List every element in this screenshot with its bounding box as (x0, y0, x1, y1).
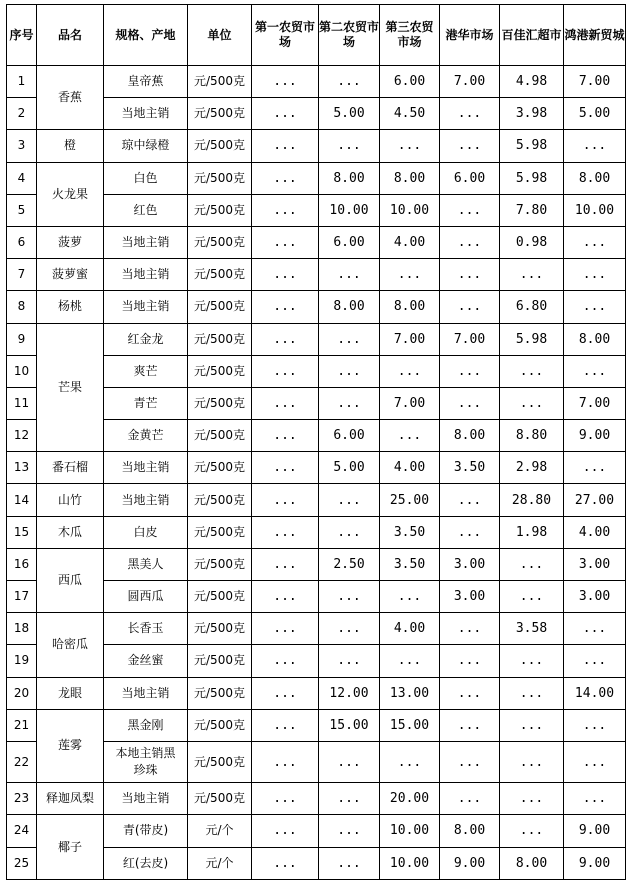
cell-price: 9.00 (440, 847, 500, 879)
cell-product: 橙 (37, 130, 104, 162)
cell-price: ... (252, 323, 319, 355)
cell-spec: 红金龙 (104, 323, 188, 355)
table-row (7, 484, 626, 516)
cell-price: 12.00 (319, 677, 380, 709)
cell-price: ... (252, 226, 319, 258)
cell-unit: 元/500克 (188, 387, 252, 419)
cell-product: 番石榴 (37, 452, 104, 484)
cell-price: 27.00 (564, 484, 626, 516)
table-row (7, 130, 626, 162)
cell-index: 16 (7, 548, 37, 580)
cell-price: 7.00 (380, 387, 440, 419)
table-row (7, 323, 626, 355)
cell-price: ... (252, 355, 319, 387)
cell-spec: 白皮 (104, 516, 188, 548)
cell-price: ... (252, 645, 319, 677)
cell-index: 11 (7, 387, 37, 419)
cell-price: 3.50 (380, 548, 440, 580)
header-cell: 规格、产地 (104, 5, 188, 66)
cell-price: 15.00 (319, 709, 380, 741)
cell-price: ... (252, 259, 319, 291)
cell-price: ... (500, 355, 564, 387)
cell-unit: 元/500克 (188, 484, 252, 516)
table-row (7, 162, 626, 194)
cell-price: 6.00 (380, 66, 440, 98)
cell-price: 4.00 (380, 226, 440, 258)
cell-price: 8.00 (564, 323, 626, 355)
cell-unit: 元/500克 (188, 130, 252, 162)
cell-price: 20.00 (380, 783, 440, 815)
cell-price: 3.00 (440, 548, 500, 580)
cell-spec: 琼中绿橙 (104, 130, 188, 162)
cell-product: 山竹 (37, 484, 104, 516)
table-row (7, 291, 626, 323)
cell-unit: 元/500克 (188, 66, 252, 98)
cell-index: 17 (7, 581, 37, 613)
cell-price: 3.98 (500, 98, 564, 130)
cell-spec: 当地主销 (104, 259, 188, 291)
cell-price: 8.00 (380, 162, 440, 194)
cell-spec: 青芒 (104, 387, 188, 419)
cell-price: ... (500, 741, 564, 782)
cell-price: 8.00 (440, 815, 500, 847)
cell-product: 椰子 (37, 815, 104, 880)
cell-price: ... (440, 259, 500, 291)
cell-price: ... (319, 66, 380, 98)
cell-price: ... (440, 98, 500, 130)
cell-spec: 当地主销 (104, 484, 188, 516)
cell-price: ... (500, 709, 564, 741)
cell-price: 14.00 (564, 677, 626, 709)
cell-spec: 当地主销 (104, 291, 188, 323)
cell-index: 8 (7, 291, 37, 323)
cell-price: 5.98 (500, 162, 564, 194)
cell-price: 1.98 (500, 516, 564, 548)
cell-price: 9.00 (564, 420, 626, 452)
cell-price: ... (564, 259, 626, 291)
cell-spec: 黑金刚 (104, 709, 188, 741)
cell-unit: 元/500克 (188, 162, 252, 194)
cell-price: ... (440, 194, 500, 226)
cell-index: 14 (7, 484, 37, 516)
header-cell: 第一农贸市场 (252, 5, 319, 66)
cell-price: ... (440, 645, 500, 677)
cell-index: 15 (7, 516, 37, 548)
cell-price: 5.98 (500, 323, 564, 355)
cell-price: ... (252, 194, 319, 226)
cell-price: ... (500, 783, 564, 815)
cell-price: 7.00 (564, 66, 626, 98)
cell-index: 20 (7, 677, 37, 709)
table-row (7, 548, 626, 580)
cell-price: ... (252, 548, 319, 580)
cell-price: 5.00 (319, 452, 380, 484)
cell-price: ... (319, 323, 380, 355)
table-body (7, 66, 626, 880)
header-cell: 品名 (37, 5, 104, 66)
cell-product: 菠萝蜜 (37, 259, 104, 291)
cell-price: ... (564, 291, 626, 323)
cell-price: 8.00 (319, 162, 380, 194)
cell-price: 2.50 (319, 548, 380, 580)
cell-price: ... (252, 420, 319, 452)
cell-product: 杨桃 (37, 291, 104, 323)
cell-spec: 白色 (104, 162, 188, 194)
cell-price: 3.50 (380, 516, 440, 548)
cell-price: ... (440, 387, 500, 419)
cell-unit: 元/500克 (188, 420, 252, 452)
cell-spec: 当地主销 (104, 677, 188, 709)
cell-price: 10.00 (380, 194, 440, 226)
cell-price: ... (440, 291, 500, 323)
cell-price: 3.00 (564, 581, 626, 613)
cell-price: ... (380, 741, 440, 782)
cell-price: 4.50 (380, 98, 440, 130)
cell-price: ... (440, 484, 500, 516)
cell-product: 香蕉 (37, 66, 104, 130)
cell-price: ... (252, 741, 319, 782)
cell-price: ... (252, 677, 319, 709)
cell-price: 9.00 (564, 847, 626, 879)
cell-spec: 长香玉 (104, 613, 188, 645)
cell-price: ... (564, 783, 626, 815)
cell-unit: 元/500克 (188, 291, 252, 323)
cell-price: 5.00 (319, 98, 380, 130)
cell-spec: 爽芒 (104, 355, 188, 387)
cell-index: 23 (7, 783, 37, 815)
cell-price: ... (252, 815, 319, 847)
cell-price: 10.00 (380, 815, 440, 847)
cell-unit: 元/500克 (188, 194, 252, 226)
cell-price: ... (440, 355, 500, 387)
cell-price: ... (252, 484, 319, 516)
table-row (7, 709, 626, 741)
cell-index: 7 (7, 259, 37, 291)
header-cell: 单位 (188, 5, 252, 66)
cell-price: ... (500, 548, 564, 580)
cell-spec: 金丝蜜 (104, 645, 188, 677)
cell-price: ... (252, 847, 319, 879)
cell-spec: 金黄芒 (104, 420, 188, 452)
cell-price: ... (500, 259, 564, 291)
cell-unit: 元/500克 (188, 226, 252, 258)
cell-price: 7.00 (440, 323, 500, 355)
cell-price: ... (319, 645, 380, 677)
cell-price: ... (440, 516, 500, 548)
cell-spec: 当地主销 (104, 98, 188, 130)
cell-price: ... (564, 645, 626, 677)
cell-price: ... (564, 355, 626, 387)
cell-price: ... (319, 741, 380, 782)
cell-price: ... (252, 98, 319, 130)
cell-price: ... (380, 355, 440, 387)
cell-index: 21 (7, 709, 37, 741)
cell-price: 6.00 (319, 420, 380, 452)
cell-price: ... (440, 226, 500, 258)
cell-spec: 当地主销 (104, 452, 188, 484)
cell-price: ... (252, 387, 319, 419)
cell-price: ... (440, 709, 500, 741)
cell-unit: 元/500克 (188, 645, 252, 677)
table-row (7, 516, 626, 548)
cell-price: ... (319, 613, 380, 645)
cell-price: 3.58 (500, 613, 564, 645)
cell-index: 19 (7, 645, 37, 677)
table-row (7, 66, 626, 98)
cell-unit: 元/500克 (188, 355, 252, 387)
cell-price: 13.00 (380, 677, 440, 709)
cell-unit: 元/500克 (188, 323, 252, 355)
cell-index: 4 (7, 162, 37, 194)
cell-price: ... (440, 741, 500, 782)
cell-price: ... (252, 66, 319, 98)
cell-spec: 圆西瓜 (104, 581, 188, 613)
table-row (7, 783, 626, 815)
cell-price: 8.00 (564, 162, 626, 194)
cell-price: ... (440, 613, 500, 645)
cell-price: ... (319, 847, 380, 879)
cell-price: ... (252, 613, 319, 645)
cell-price: 25.00 (380, 484, 440, 516)
cell-price: ... (440, 677, 500, 709)
cell-unit: 元/500克 (188, 581, 252, 613)
cell-price: ... (440, 130, 500, 162)
cell-price: ... (319, 387, 380, 419)
header-cell: 百佳汇超市 (500, 5, 564, 66)
cell-index: 3 (7, 130, 37, 162)
cell-price: ... (440, 783, 500, 815)
cell-price: ... (564, 709, 626, 741)
table-row (7, 226, 626, 258)
cell-index: 24 (7, 815, 37, 847)
header-cell: 第二农贸市场 (319, 5, 380, 66)
cell-price: 7.80 (500, 194, 564, 226)
cell-price: 10.00 (564, 194, 626, 226)
cell-unit: 元/个 (188, 815, 252, 847)
header-cell: 第三农贸市场 (380, 5, 440, 66)
cell-price: ... (319, 130, 380, 162)
cell-index: 2 (7, 98, 37, 130)
cell-price: ... (500, 387, 564, 419)
table-row (7, 613, 626, 645)
cell-price: ... (564, 226, 626, 258)
cell-spec: 红色 (104, 194, 188, 226)
header-row (7, 5, 626, 66)
cell-unit: 元/500克 (188, 516, 252, 548)
cell-product: 火龙果 (37, 162, 104, 226)
cell-spec: 当地主销 (104, 226, 188, 258)
cell-price: ... (564, 452, 626, 484)
cell-price: 0.98 (500, 226, 564, 258)
cell-price: ... (252, 162, 319, 194)
cell-spec: 皇帝蕉 (104, 66, 188, 98)
cell-unit: 元/500克 (188, 783, 252, 815)
cell-price: ... (252, 783, 319, 815)
cell-price: ... (500, 677, 564, 709)
cell-index: 12 (7, 420, 37, 452)
cell-index: 6 (7, 226, 37, 258)
cell-unit: 元/个 (188, 847, 252, 879)
cell-price: ... (319, 355, 380, 387)
cell-price: 3.00 (564, 548, 626, 580)
cell-price: ... (380, 645, 440, 677)
cell-price: 6.80 (500, 291, 564, 323)
cell-price: ... (319, 783, 380, 815)
cell-product: 哈密瓜 (37, 613, 104, 677)
header-cell: 序号 (7, 5, 37, 66)
cell-price: ... (319, 581, 380, 613)
cell-unit: 元/500克 (188, 613, 252, 645)
cell-price: ... (252, 709, 319, 741)
cell-product: 菠萝 (37, 226, 104, 258)
cell-price: ... (564, 613, 626, 645)
cell-price: 3.50 (440, 452, 500, 484)
cell-index: 10 (7, 355, 37, 387)
cell-unit: 元/500克 (188, 709, 252, 741)
cell-unit: 元/500克 (188, 452, 252, 484)
cell-product: 莲雾 (37, 709, 104, 782)
cell-unit: 元/500克 (188, 98, 252, 130)
cell-price: 5.00 (564, 98, 626, 130)
cell-price: 6.00 (440, 162, 500, 194)
cell-price: 8.80 (500, 420, 564, 452)
cell-price: 4.00 (380, 613, 440, 645)
cell-unit: 元/500克 (188, 259, 252, 291)
table-row (7, 452, 626, 484)
cell-price: 4.00 (564, 516, 626, 548)
cell-price: ... (319, 259, 380, 291)
cell-price: 10.00 (380, 847, 440, 879)
cell-price: 5.98 (500, 130, 564, 162)
cell-product: 西瓜 (37, 548, 104, 612)
cell-price: 28.80 (500, 484, 564, 516)
cell-price: ... (252, 581, 319, 613)
cell-price: 4.00 (380, 452, 440, 484)
cell-price: 4.98 (500, 66, 564, 98)
cell-spec: 当地主销 (104, 783, 188, 815)
cell-product: 释迦凤梨 (37, 783, 104, 815)
cell-price: 3.00 (440, 581, 500, 613)
cell-price: 6.00 (319, 226, 380, 258)
cell-index: 5 (7, 194, 37, 226)
table-row (7, 677, 626, 709)
cell-price: ... (319, 484, 380, 516)
header-cell: 港华市场 (440, 5, 500, 66)
cell-spec: 青(带皮) (104, 815, 188, 847)
cell-price: 7.00 (440, 66, 500, 98)
cell-unit: 元/500克 (188, 677, 252, 709)
table-row (7, 815, 626, 847)
cell-price: ... (319, 815, 380, 847)
cell-price: ... (252, 516, 319, 548)
cell-price: 8.00 (440, 420, 500, 452)
cell-price: ... (380, 581, 440, 613)
price-table (6, 4, 626, 880)
cell-unit: 元/500克 (188, 548, 252, 580)
cell-spec: 本地主销黑珍珠 (104, 741, 188, 782)
cell-price: 7.00 (380, 323, 440, 355)
cell-unit: 元/500克 (188, 741, 252, 782)
header-cell: 鸿港新贸城 (564, 5, 626, 66)
cell-index: 9 (7, 323, 37, 355)
cell-price: ... (252, 291, 319, 323)
cell-price: 2.98 (500, 452, 564, 484)
cell-spec: 红(去皮) (104, 847, 188, 879)
cell-price: ... (500, 645, 564, 677)
cell-product: 木瓜 (37, 516, 104, 548)
cell-price: ... (500, 815, 564, 847)
cell-index: 1 (7, 66, 37, 98)
cell-price: ... (500, 581, 564, 613)
cell-index: 25 (7, 847, 37, 879)
cell-price: ... (319, 516, 380, 548)
cell-price: ... (380, 420, 440, 452)
cell-index: 22 (7, 741, 37, 782)
cell-price: 15.00 (380, 709, 440, 741)
cell-price: ... (252, 130, 319, 162)
cell-price: ... (252, 452, 319, 484)
cell-price: ... (564, 130, 626, 162)
cell-price: 9.00 (564, 815, 626, 847)
cell-price: ... (380, 259, 440, 291)
table-row (7, 259, 626, 291)
cell-price: ... (564, 741, 626, 782)
cell-index: 18 (7, 613, 37, 645)
cell-price: 10.00 (319, 194, 380, 226)
cell-product: 龙眼 (37, 677, 104, 709)
cell-spec: 黑美人 (104, 548, 188, 580)
cell-price: 7.00 (564, 387, 626, 419)
cell-product: 芒果 (37, 323, 104, 452)
cell-price: ... (380, 130, 440, 162)
cell-price: 8.00 (380, 291, 440, 323)
cell-price: 8.00 (319, 291, 380, 323)
cell-index: 13 (7, 452, 37, 484)
cell-price: 8.00 (500, 847, 564, 879)
